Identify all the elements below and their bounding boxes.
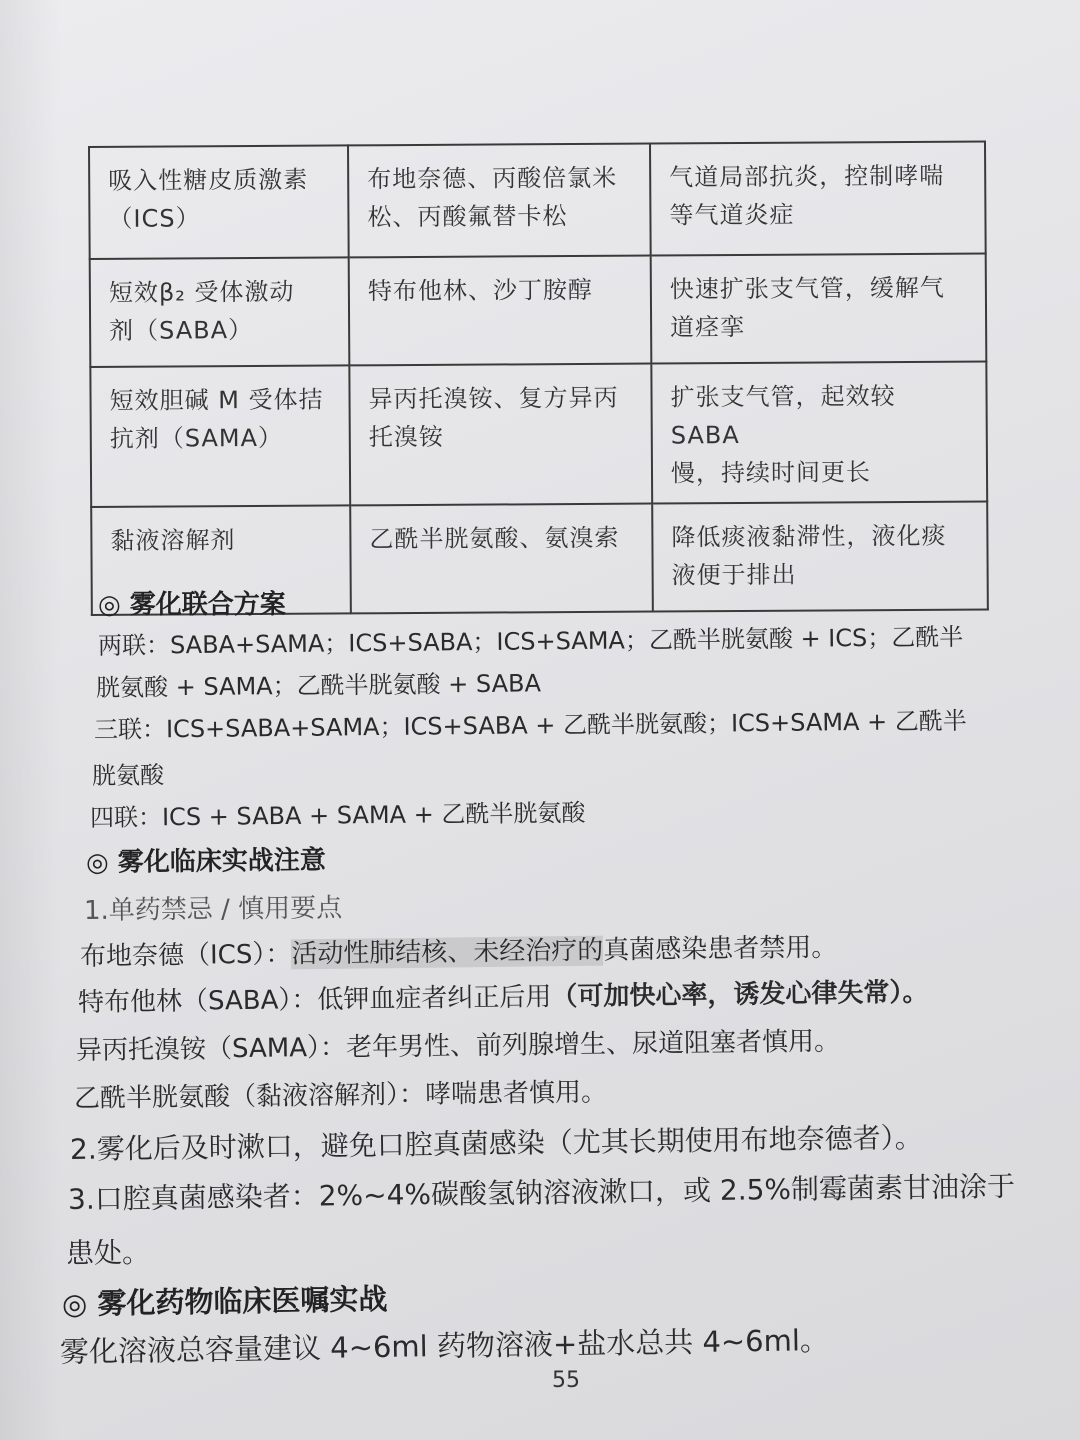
cell-line: 剂（SABA）	[109, 315, 254, 345]
drug-name: 布地奈德（ICS）：	[79, 939, 292, 972]
cell-line: （ICS）	[108, 204, 201, 233]
table-row	[90, 362, 987, 507]
drug-table	[88, 141, 989, 616]
paragraph-line: 乙酰半胱氨酸（黏液溶解剂）：哮喘患者慎用。	[73, 1077, 608, 1114]
page-shadow	[0, 0, 60, 1440]
paragraph-line	[78, 972, 929, 1019]
page-number: 55	[552, 1368, 580, 1393]
cell-line: 等气道炎症	[669, 200, 795, 230]
table-cell-drugs	[349, 364, 652, 506]
cell-line: 道痉挛	[670, 312, 746, 342]
table-cell-drugs	[349, 256, 652, 366]
table-cell-category	[90, 257, 350, 367]
paragraph-line: 患处。	[65, 1235, 151, 1270]
cell-line: 气道局部抗炎，控制哮喘	[669, 161, 945, 192]
cell-line: 布地奈德、丙酸倍氯米	[367, 163, 618, 194]
paragraph-line	[80, 927, 838, 973]
paragraph-line: 两联：SABA+SAMA；ICS+SABA；ICS+SAMA；乙酰半胱氨酸 + ICS；乙酰半	[97, 622, 964, 660]
table-cell-drugs	[350, 504, 653, 614]
cell-line: 液便于排出	[671, 560, 797, 590]
cell-line: 异丙托溴铵、复方异丙	[368, 383, 619, 414]
paragraph-line: 异丙托溴铵（SAMA）：老年男性、前列腺增生、尿道阻塞者慎用。	[75, 1026, 841, 1066]
text-fragment: 真菌感染患者禁用。	[603, 932, 838, 966]
table-cell-category	[90, 365, 350, 507]
paragraph-line: 四联：ICS + SABA + SAMA + 乙酰半胱氨酸	[89, 798, 586, 832]
cell-line: 快速扩张支气管，缓解气	[669, 273, 945, 304]
table-cell-effect	[650, 142, 986, 256]
table-cell-effect	[651, 362, 987, 504]
paragraph-line: 胱氨酸	[91, 761, 165, 790]
cell-line: 抗剂（SAMA）	[109, 423, 284, 453]
paragraph-line: 2.雾化后及时漱口，避免口腔真菌感染（尤其长期使用布地奈德者）。	[69, 1121, 923, 1166]
cell-line: 降低痰液黏滞性，液化痰	[671, 521, 947, 552]
cell-line: 特布他林、沙丁胺醇	[367, 275, 593, 306]
highlight-text: 活动性肺结核、未经治疗的	[291, 935, 604, 970]
text-fragment: 特布他林（SABA）：低钾血症者纠正后用	[77, 982, 552, 1018]
table-cell-drugs	[348, 144, 651, 258]
cell-line: 扩张支气管，起效较 SABA	[670, 382, 896, 450]
paragraph-line: 三联：ICS+SABA+SAMA；ICS+SABA + 乙酰半胱氨酸；ICS+SAMA + 乙酰半	[93, 706, 967, 744]
subheading: 1.单药禁忌 / 慎用要点	[83, 893, 343, 926]
table-cell-effect	[652, 502, 988, 612]
table-row	[90, 254, 987, 367]
table-row	[89, 142, 986, 259]
paragraph-line: 雾化溶液总容量建议 4~6ml 药物溶液+盐水总共 4~6ml。	[59, 1322, 830, 1369]
table-cell-effect	[651, 254, 987, 364]
cell-line: 托溴铵	[368, 422, 444, 452]
section-title-combination: ◎ 雾化联合方案	[98, 590, 286, 620]
table-cell-category	[89, 145, 349, 259]
cell-line: 短效β₂ 受体激动	[108, 277, 295, 307]
bold-text: （可加快心率，诱发心律失常）。	[551, 977, 929, 1013]
section-title-clinical-notes: ◎ 雾化临床实战注意	[85, 845, 326, 878]
cell-line: 松、丙酸氟替卡松	[367, 202, 568, 232]
cell-line: 慢，持续时间更长	[670, 458, 872, 488]
cell-line: 乙酰半胱氨酸、氨溴索	[369, 523, 620, 554]
cell-line: 短效胆碱 M 受体拮	[109, 385, 324, 415]
cell-line: 吸入性糖皮质激素	[108, 165, 309, 195]
paragraph-line: 胱氨酸 + SAMA；乙酰半胱氨酸 + SABA	[95, 669, 542, 702]
section-title-prescription: ◎ 雾化药物临床医嘱实战	[61, 1281, 388, 1321]
paragraph-line: 3.口腔真菌感染者：2%~4%碳酸氢钠溶液漱口，或 2.5%制霉菌素甘油涂于	[67, 1169, 1016, 1216]
cell-line: 黏液溶解剂	[110, 526, 236, 555]
